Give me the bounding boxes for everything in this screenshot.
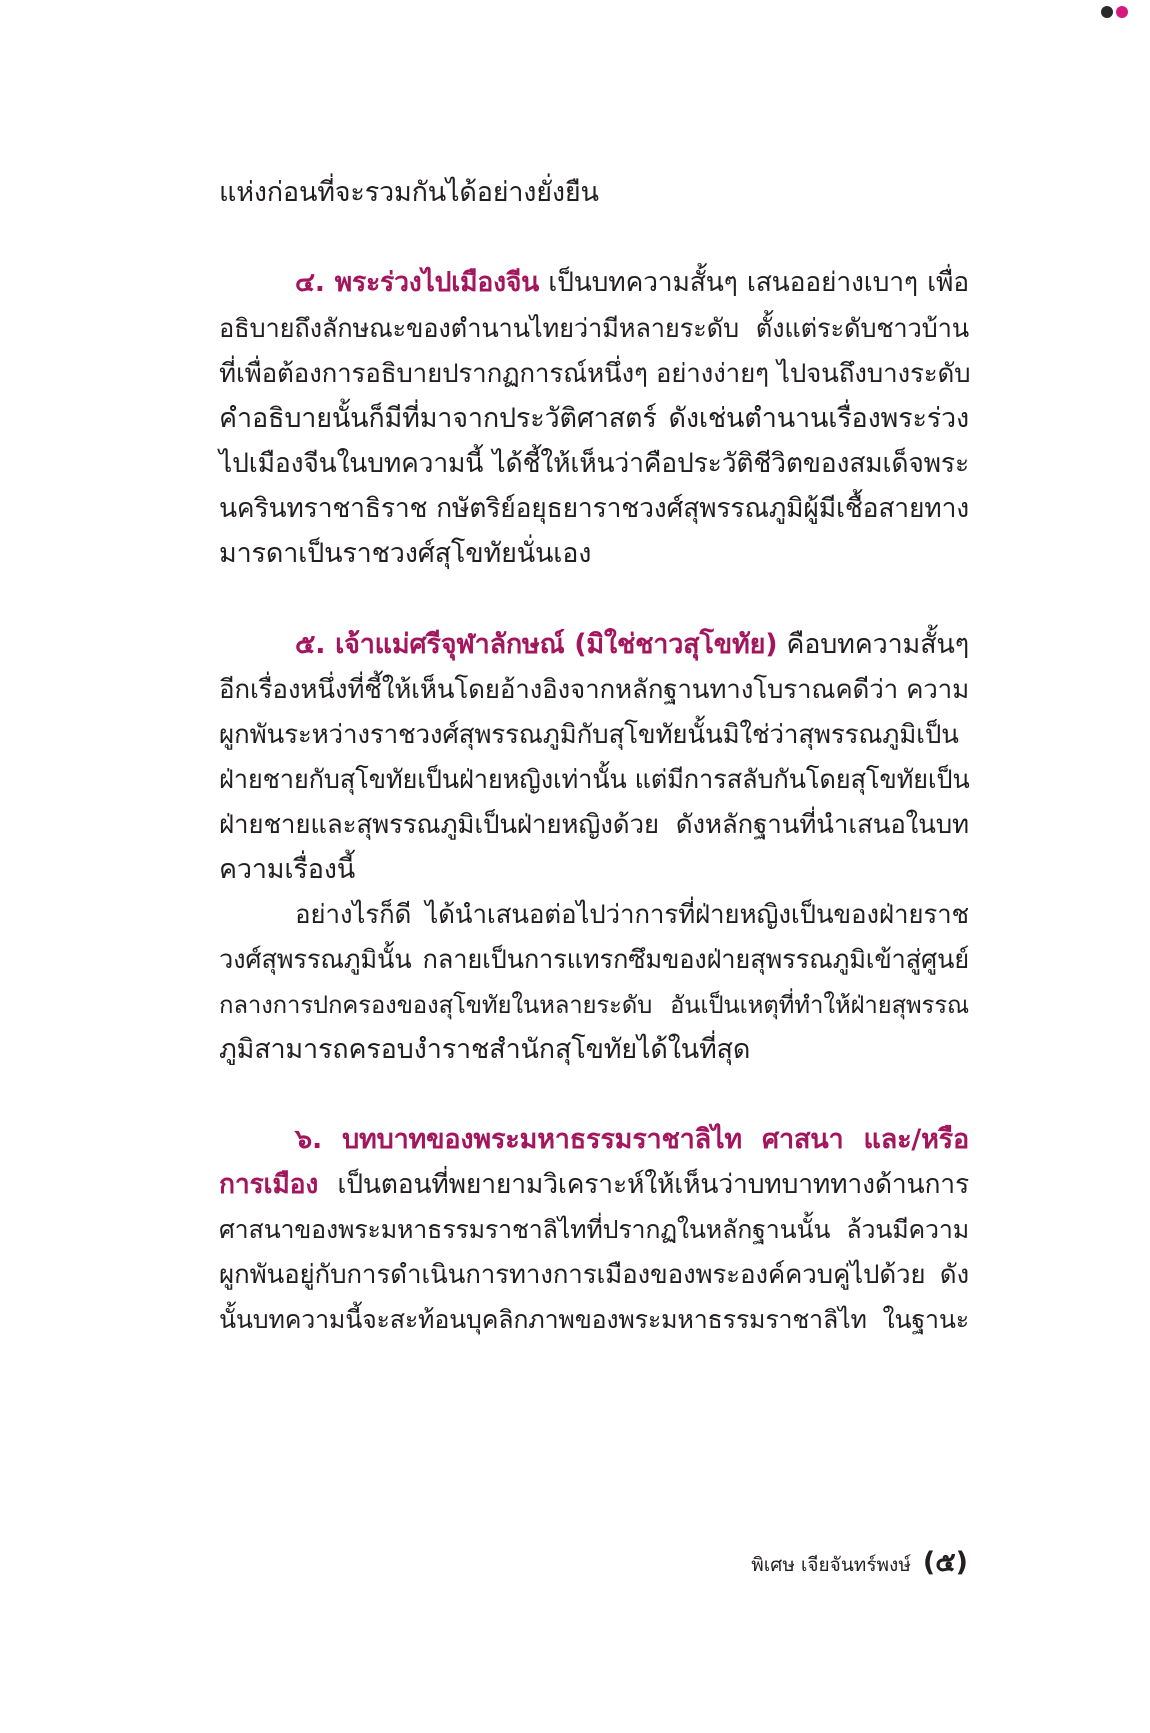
section-4-first-line xyxy=(219,266,969,300)
section-4-line: คำอธิบายนั้นก็มีที่มาจากประวัติศาสตร์ ดังเช่นตำนานเรื่องพระร่วง xyxy=(219,403,969,434)
section-6-first-line xyxy=(219,1168,969,1202)
section-5-para2-line: กลางการปกครองของสุโขทัยในหลายระดับ อันเป็นเหตุที่ทำให้ฝ่ายสุพรรณ xyxy=(219,991,969,1019)
section-6-line: ผูกพันอยู่กับการดำเนินการทางการเมืองของพระองค์ควบคู่ไปด้วย ดัง xyxy=(219,1260,969,1290)
section-5-heading: ๕. เจ้าแม่ศรีจุฬาลักษณ์ (มิใช่ชาวสุโขทัย) xyxy=(295,629,778,660)
section-4-line: มารดาเป็นราชวงศ์สุโขทัยนั่นเอง xyxy=(219,538,592,569)
pink-dot-icon xyxy=(1116,6,1128,18)
page-corner-dots xyxy=(1101,6,1128,18)
page-footer xyxy=(751,1540,968,1583)
section-5-para2-line: ภูมิสามารถครอบงำราชสำนักสุโขทัยได้ในที่สุด xyxy=(219,1034,751,1065)
section-4-line: ไปเมืองจีนในบทความนี้ ได้ชี้ให้เห็นว่าคือประวัติชีวิตของสมเด็จพระ xyxy=(219,448,969,479)
footer-author: พิเศษ เจียจันทร์พงษ์ xyxy=(751,1554,911,1576)
section-5-line: คือบทความสั้นๆ xyxy=(786,629,969,660)
section-5-para2-line: วงศ์สุพรรณภูมินั้น กลายเป็นการแทรกซึมของฝ่ายสุพรรณภูมิเข้าสู่ศูนย์ xyxy=(219,945,969,975)
section-5-line: ฝ่ายชายและสุพรรณภูมิเป็นฝ่ายหญิงด้วย ดังหลักฐานที่นำเสนอในบท xyxy=(219,810,969,840)
section-5-line: อีกเรื่องหนึ่งที่ชี้ให้เห็นโดยอ้างอิงจากหลักฐานทางโบราณคดีว่า ความ xyxy=(219,675,970,705)
section-6-heading: ๖. บทบาทของพระมหาธรรมราชาลิไท ศาสนา และ/หรือ xyxy=(295,1124,969,1155)
page-number: (๕) xyxy=(922,1547,968,1578)
section-5-para2-line: อย่างไรก็ดี ได้นำเสนอต่อไปว่าการที่ฝ่ายหญิงเป็นของฝ่ายราช xyxy=(295,900,969,930)
section-4-line: นครินทราชาธิราช กษัตริย์อยุธยาราชวงศ์สุพรรณภูมิผู้มีเชื้อสายทาง xyxy=(219,493,969,524)
section-6-line: เป็นตอนที่พยายามวิเคราะห์ให้เห็นว่าบทบาททางด้านการ xyxy=(337,1169,969,1200)
section-4-heading: ๔. พระร่วงไปเมืองจีน xyxy=(295,267,540,298)
intro-line: แห่งก่อนที่จะรวมกันได้อย่างยั่งยืน xyxy=(219,177,599,208)
section-6-line: นั้นบทความนี้จะสะท้อนบุคลิกภาพของพระมหาธรรมราชาลิไท ในฐานะ xyxy=(219,1305,969,1334)
dark-dot-icon xyxy=(1101,6,1113,18)
section-5-line: ผูกพันระหว่างราชวงศ์สุพรรณภูมิกับสุโขทัยนั้นมิใช่ว่าสุพรรณภูมิเป็น xyxy=(219,720,959,750)
section-5-first-line xyxy=(219,628,969,662)
section-4-line: เป็นบทความสั้นๆ เสนออย่างเบาๆ เพื่อ xyxy=(548,267,969,298)
section-4-line: อธิบายถึงลักษณะของตำนานไทยว่ามีหลายระดับ ตั้งแต่ระดับชาวบ้าน xyxy=(219,314,969,344)
section-5-line: ความเรื่องนี้ xyxy=(219,854,355,885)
section-6-heading-cont: การเมือง xyxy=(219,1169,319,1200)
section-5-line: ฝ่ายชายกับสุโขทัยเป็นฝ่ายหญิงเท่านั้น แต่มีการสลับกันโดยสุโขทัยเป็น xyxy=(219,765,970,795)
section-4-line: ที่เพื่อต้องการอธิบายปรากฏการณ์หนึ่งๆ อย่างง่ายๆ ไปจนถึงบางระดับ xyxy=(219,359,971,389)
section-6-line: ศาสนาของพระมหาธรรมราชาลิไทที่ปรากฏในหลักฐานนั้น ล้วนมีความ xyxy=(219,1215,969,1244)
